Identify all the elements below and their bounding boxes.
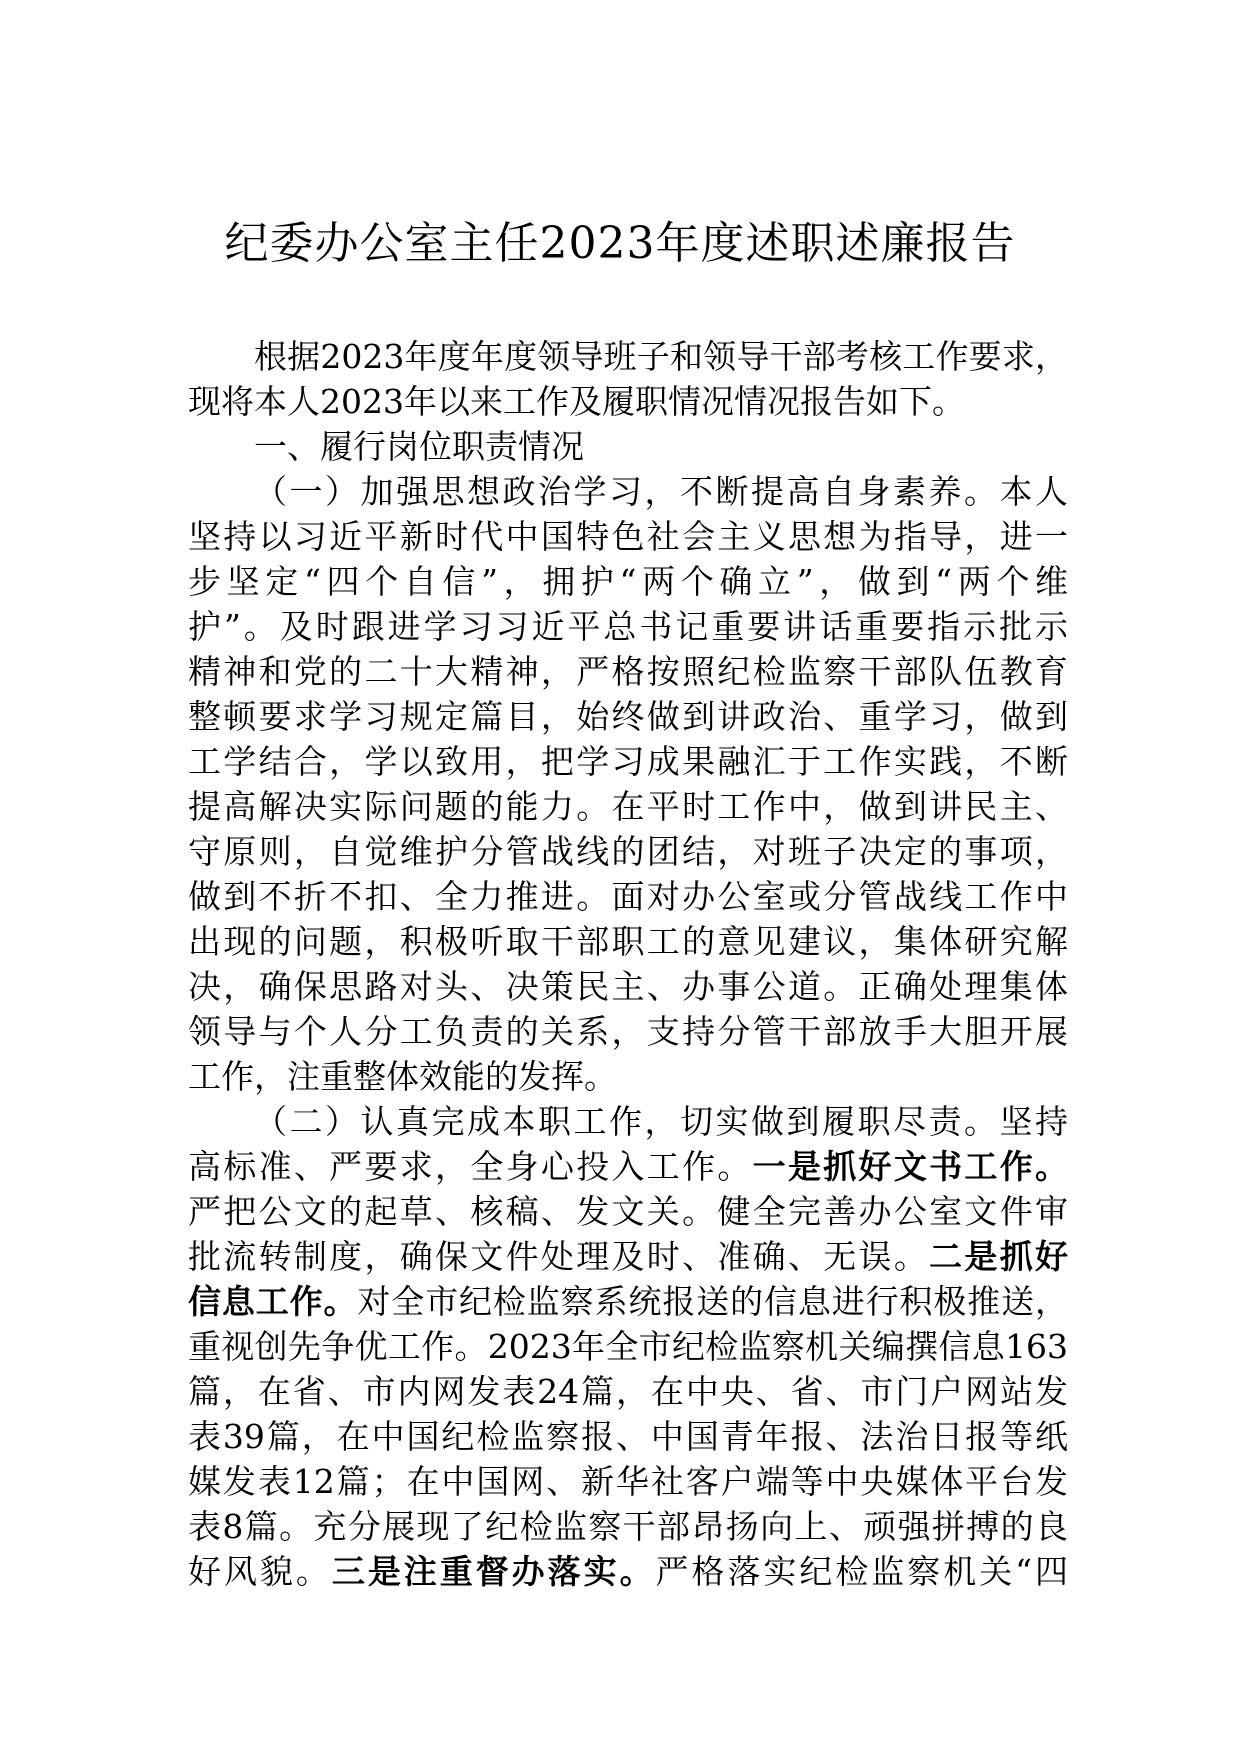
paragraph-line: 严把公文的起草、核稿、发文关。健全完善办公室文件审 (188, 1192, 1068, 1231)
paragraph-line: 领导与个人分工负责的关系，支持分管干部放手大胆开展 (188, 1012, 1068, 1051)
paragraph-line: 工学结合，学以致用，把学习成果融汇于工作实践，不断 (188, 742, 1068, 781)
bold-lead-phrase: 一是抓好文书工作。 (752, 1147, 1069, 1186)
paragraph-line: 根据2023年度年度领导班子和领导干部考核工作要求， (254, 337, 1068, 376)
paragraph-line: 步坚定“四个自信”，拥护“两个确立”，做到“两个维 (188, 562, 1068, 601)
paragraph-line: 提高解决实际问题的能力。在平时工作中，做到讲民主、 (188, 787, 1068, 826)
paragraph-line: 媒发表12篇；在中国网、新华社客户端等中央媒体平台发 (188, 1462, 1068, 1501)
paragraph-line: 守原则，自觉维护分管战线的团结，对班子决定的事项， (188, 832, 1068, 871)
paragraph-line: 表39篇，在中国纪检监察报、中国青年报、法治日报等纸 (188, 1417, 1068, 1456)
paragraph-line (188, 1549, 1068, 1594)
paragraph-line: 坚持以习近平新时代中国特色社会主义思想为指导，进一 (188, 517, 1068, 556)
line-segment: 严格落实纪检监察机关“四 (655, 1552, 1069, 1591)
paragraph-line: 篇，在省、市内网发表24篇，在中央、省、市门户网站发 (188, 1372, 1068, 1411)
paragraph-line: 一、履行岗位职责情况 (254, 427, 584, 466)
line-segment: 批流转制度，确保文件处理及时、准确、无误。 (188, 1237, 930, 1276)
document-title: 纪委办公室主任2023年度述职述廉报告 (224, 218, 1016, 269)
paragraph-line: 重视创先争优工作。2023年全市纪检监察机关编撰信息163 (188, 1327, 1068, 1366)
bold-lead-phrase: 信息工作。 (188, 1282, 358, 1321)
paragraph-line (188, 1279, 1068, 1324)
paragraph-line (188, 1144, 1068, 1189)
paragraph-line: 护”。及时跟进学习习近平总书记重要讲话重要指示批示 (188, 607, 1068, 646)
paragraph-line: 工作，注重整体效能的发挥。 (188, 1057, 617, 1096)
bold-lead-phrase: 二是抓好 (929, 1237, 1069, 1276)
paragraph-line (188, 1234, 1068, 1279)
paragraph-line: 现将本人2023年以来工作及履职情况情况报告如下。 (188, 382, 965, 421)
paragraph-line: 表8篇。充分展现了纪检监察干部昂扬向上、顽强拼搏的良 (188, 1507, 1068, 1546)
paragraph-line: 决，确保思路对头、决策民主、办事公道。正确处理集体 (188, 967, 1068, 1006)
paragraph-line: 出现的问题，积极听取干部职工的意见建议，集体研究解 (188, 922, 1068, 961)
document-body (188, 334, 1068, 1594)
paragraph-line: 整顿要求学习规定篇目，始终做到讲政治、重学习，做到 (188, 697, 1068, 736)
line-segment: 好风貌。 (188, 1552, 332, 1591)
paragraph-line: 做到不折不扣、全力推进。面对办公室或分管战线工作中 (188, 877, 1068, 916)
paragraph-line: 精神和党的二十大精神，严格按照纪检监察干部队伍教育 (188, 652, 1068, 691)
line-segment: 高标准、严要求，全身心投入工作。 (188, 1147, 753, 1186)
bold-lead-phrase: 三是注重督办落实。 (331, 1552, 656, 1591)
line-segment: 对全市纪检监察系统报送的信息进行积极推送， (357, 1282, 1069, 1321)
paragraph-line: （一）加强思想政治学习，不断提高自身素养。本人 (254, 472, 1068, 511)
paragraph-line: （二）认真完成本职工作，切实做到履职尽责。坚持 (254, 1102, 1068, 1141)
